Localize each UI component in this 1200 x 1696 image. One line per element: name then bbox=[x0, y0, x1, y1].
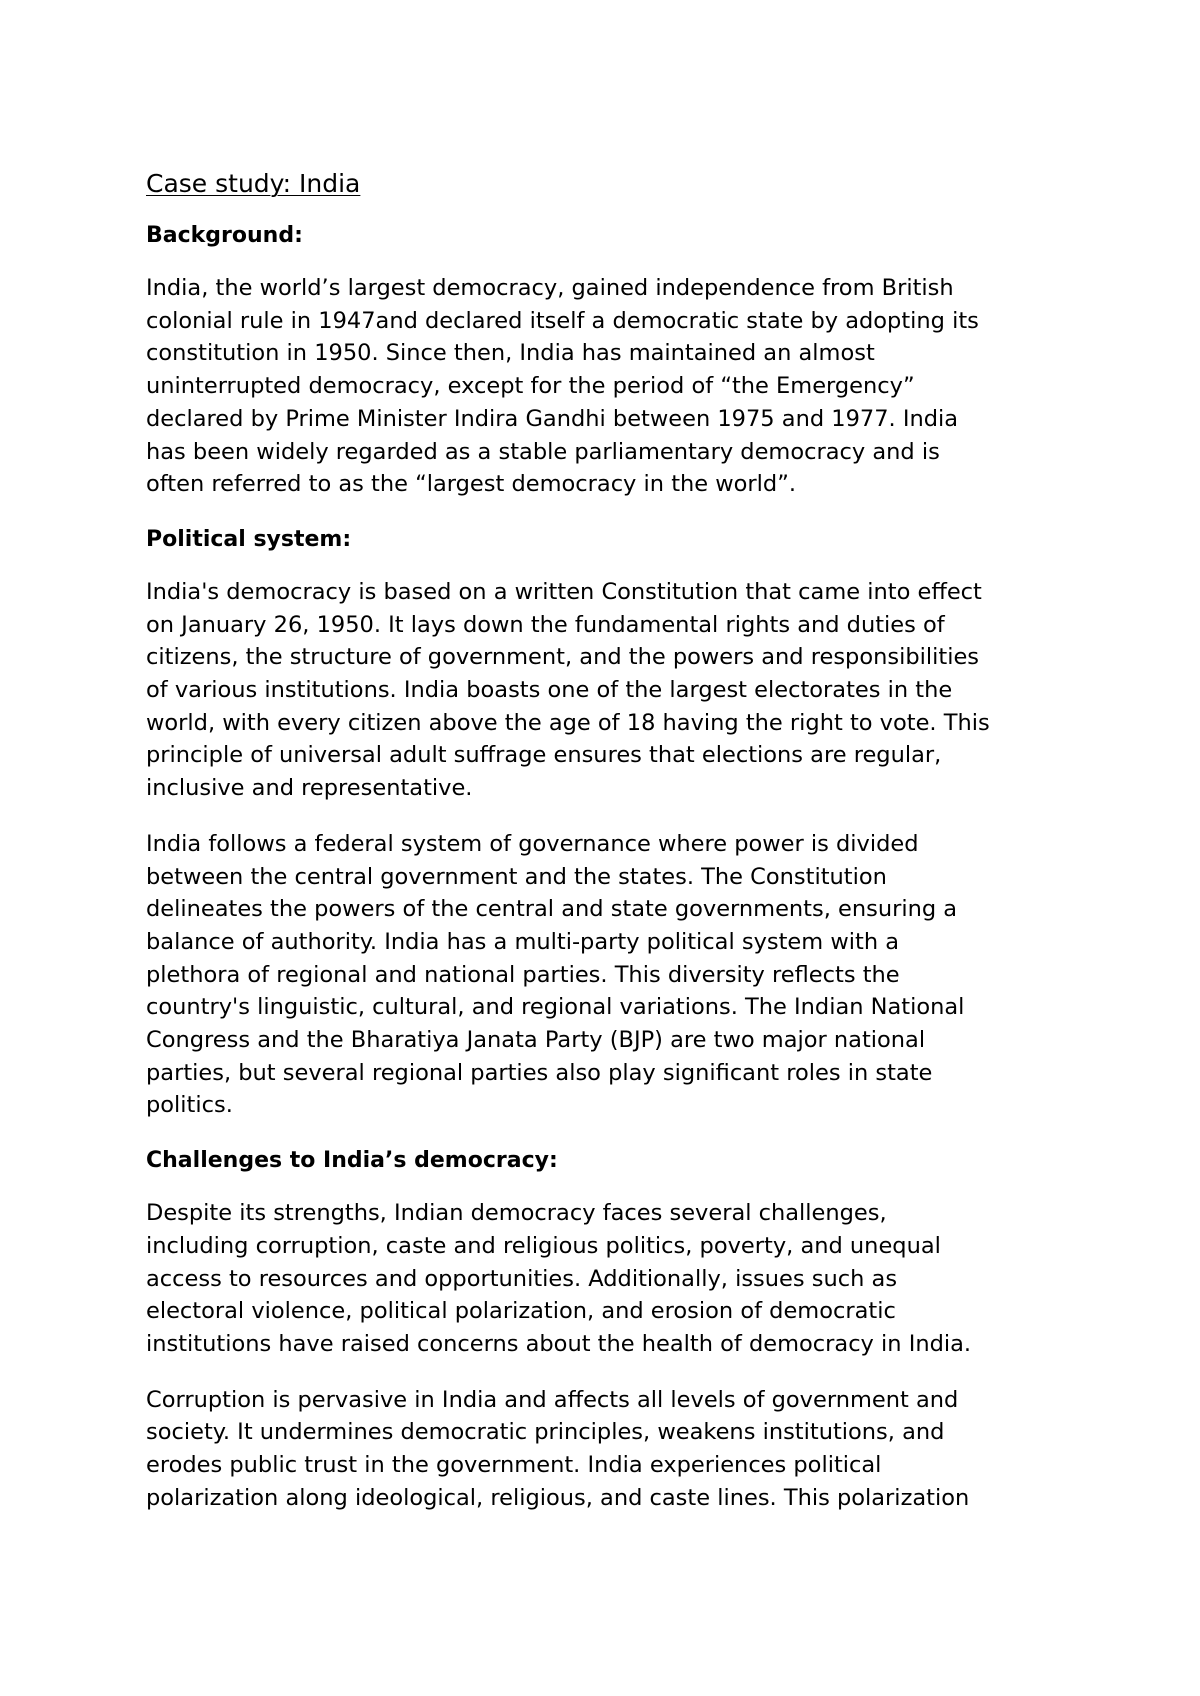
section-heading: Challenges to India’s democracy: bbox=[146, 1148, 558, 1174]
paragraph: Despite its strengths, Indian democracy faces several challenges, including corruption, caste and religious politics, poverty, and unequal access to resources and opportunities. Additionally, issues such as electoral violence, political polarization, and erosion of democratic institutions have raised concerns about the health of democracy in India. bbox=[146, 1200, 972, 1357]
document-title: Case study: India bbox=[146, 169, 361, 198]
section-background bbox=[146, 220, 1076, 501]
document-body bbox=[146, 168, 1076, 1538]
section-political-system bbox=[146, 524, 1076, 1122]
paragraph: Corruption is pervasive in India and affects all levels of government and society. It undermines democratic principles, weakens institutions, and erodes public trust in the government. India experiences political polarization along ideological, religious, and caste lines. This polarization bbox=[146, 1386, 970, 1511]
section-heading: Political system: bbox=[146, 526, 352, 552]
paragraph: India, the world’s largest democracy, gained independence from British colonial rule in 1947and declared itself a democratic state by adopting its constitution in 1950. Since then, India has maintained an almost uninterrupted democracy, except for the period of “the Emergency” declared by Prime Minister Indira Gandhi between 1975 and 1977. India has been widely regarded as a stable parliamentary democracy and is often referred to as the “largest democracy in the world”. bbox=[146, 275, 979, 498]
section-challenges bbox=[146, 1145, 1076, 1514]
section-heading: Background: bbox=[146, 223, 303, 248]
paragraph: India's democracy is based on a written Constitution that came into effect on January 26, 1950. It lays down the fundamental rights and duties of citizens, the structure of government, and the powers and responsibilities of various institutions. India boasts one of the largest electorates in the world, with every citizen above the age of 18 having the right to vote. This principle of universal adult suffrage ensures that elections are regular, inclusive and representative. bbox=[146, 578, 990, 802]
paragraph: India follows a federal system of governance where power is divided between the central government and the states. The Constitution delineates the powers of the central and state governments, ensuring a balance of authority. India has a multi-party political system with a plethora of regional and national parties. This diversity reflects the country's linguistic, cultural, and regional variations. The Indian National Congress and the Bharatiya Janata Party (BJP) are two major national parties, but several regional parties also play significant roles in state politics. bbox=[146, 830, 965, 1119]
